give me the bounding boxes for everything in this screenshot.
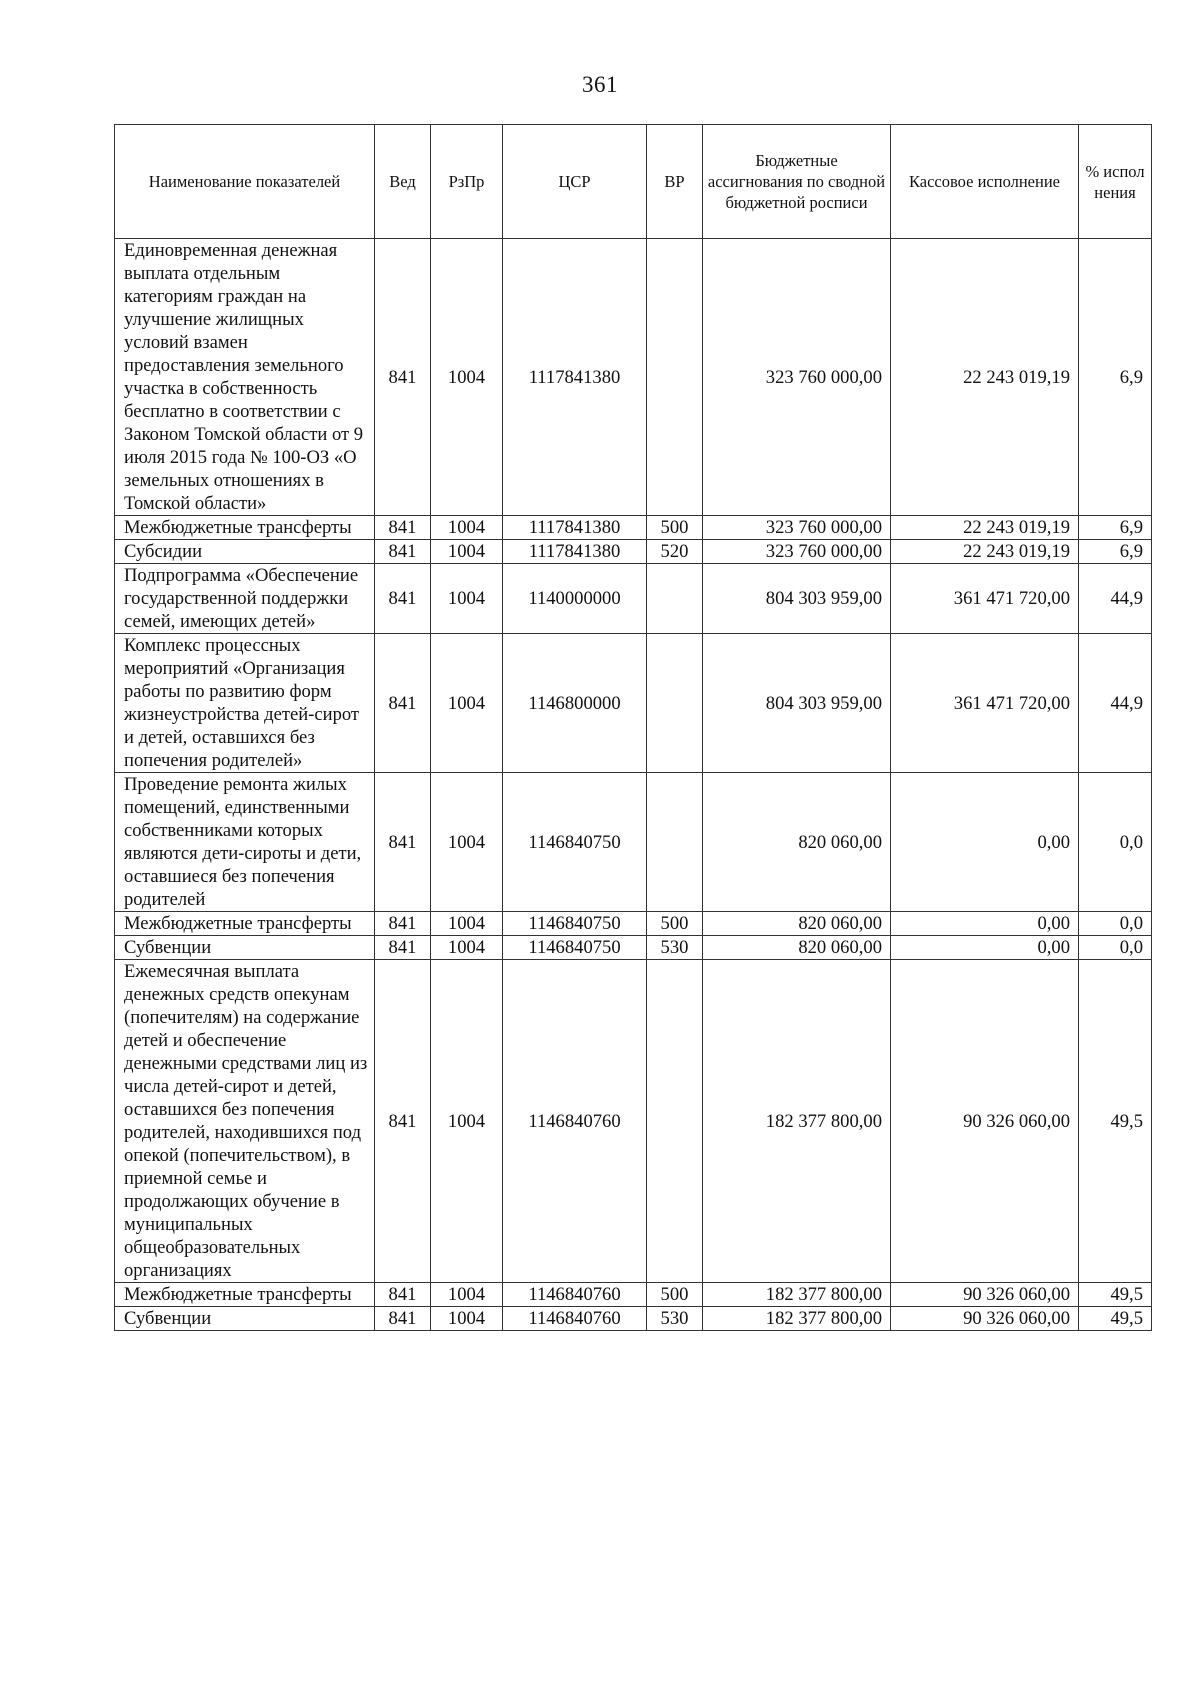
cell-rzpr: 1004 [431,773,503,912]
cell-csr: 1117841380 [503,239,647,516]
cell-cash: 0,00 [891,912,1079,936]
cell-rzpr: 1004 [431,516,503,540]
cell-name: Межбюджетные трансферты [115,912,375,936]
cell-csr: 1146800000 [503,634,647,773]
table-row [115,912,1152,936]
cell-percent: 0,0 [1079,936,1152,960]
header-csr: ЦСР [503,125,647,239]
cell-ved: 841 [375,1283,431,1307]
cell-assigned: 323 760 000,00 [703,516,891,540]
cell-vr [647,564,703,634]
cell-percent: 49,5 [1079,960,1152,1283]
header-cash: Кассовое исполнение [891,125,1079,239]
cell-vr: 500 [647,1283,703,1307]
cell-percent: 49,5 [1079,1307,1152,1331]
cell-csr: 1146840750 [503,773,647,912]
cell-assigned: 820 060,00 [703,773,891,912]
cell-assigned: 182 377 800,00 [703,1283,891,1307]
cell-assigned: 182 377 800,00 [703,960,891,1283]
cell-assigned: 323 760 000,00 [703,540,891,564]
budget-table [114,124,1152,1331]
cell-vr: 530 [647,936,703,960]
cell-percent: 0,0 [1079,912,1152,936]
cell-name: Комплекс процессных мероприятий «Организация работы по развитию форм жизнеустройства детей-сирот и детей, оставшихся без попечения родителей» [115,634,375,773]
cell-cash: 22 243 019,19 [891,540,1079,564]
cell-name: Проведение ремонта жилых помещений, единственными собственниками которых являются дети-сироты и дети, оставшиеся без попечения родителей [115,773,375,912]
cell-rzpr: 1004 [431,564,503,634]
cell-name: Единовременная денежная выплата отдельным категориям граждан на улучшение жилищных условий взамен предоставления земельного участка в собственность бесплатно в соответствии с Законом Томской области от 9 июля 2015 года № 100-ОЗ «О земельных отношениях в Томской области» [115,239,375,516]
cell-cash: 22 243 019,19 [891,516,1079,540]
cell-csr: 1146840750 [503,936,647,960]
cell-percent: 0,0 [1079,773,1152,912]
cell-assigned: 804 303 959,00 [703,564,891,634]
cell-percent: 6,9 [1079,239,1152,516]
cell-rzpr: 1004 [431,1307,503,1331]
cell-ved: 841 [375,634,431,773]
cell-vr: 520 [647,540,703,564]
cell-percent: 44,9 [1079,634,1152,773]
cell-percent: 6,9 [1079,516,1152,540]
cell-csr: 1117841380 [503,540,647,564]
cell-vr: 500 [647,912,703,936]
cell-percent: 6,9 [1079,540,1152,564]
cell-cash: 90 326 060,00 [891,1283,1079,1307]
cell-ved: 841 [375,540,431,564]
cell-rzpr: 1004 [431,960,503,1283]
cell-assigned: 820 060,00 [703,936,891,960]
cell-cash: 22 243 019,19 [891,239,1079,516]
cell-ved: 841 [375,516,431,540]
cell-name: Субвенции [115,1307,375,1331]
table-row [115,564,1152,634]
cell-name: Подпрограмма «Обеспечение государственной поддержки семей, имеющих детей» [115,564,375,634]
cell-rzpr: 1004 [431,912,503,936]
cell-rzpr: 1004 [431,936,503,960]
table-row [115,936,1152,960]
table-row [115,1283,1152,1307]
cell-ved: 841 [375,239,431,516]
header-ved: Вед [375,125,431,239]
cell-ved: 841 [375,773,431,912]
header-assigned: Бюджетные ассигнования по сводной бюджетной росписи [703,125,891,239]
cell-rzpr: 1004 [431,1283,503,1307]
cell-cash: 90 326 060,00 [891,960,1079,1283]
cell-cash: 0,00 [891,936,1079,960]
cell-csr: 1146840750 [503,912,647,936]
table-row [115,516,1152,540]
table-row [115,773,1152,912]
cell-rzpr: 1004 [431,540,503,564]
table-header-row [115,125,1152,239]
cell-vr [647,960,703,1283]
header-percent: % испол нения [1079,125,1152,239]
cell-name: Межбюджетные трансферты [115,1283,375,1307]
cell-vr: 530 [647,1307,703,1331]
cell-assigned: 323 760 000,00 [703,239,891,516]
cell-ved: 841 [375,936,431,960]
table-row [115,634,1152,773]
cell-name: Ежемесячная выплата денежных средств опекунам (попечителям) на содержание детей и обеспечение денежными средствами лиц из числа детей-сирот и детей, оставшихся без попечения родителей, находившихся под опекой (попечительством), в приемной семье и продолжающих обучение в муниципальных общеобразовательных организациях [115,960,375,1283]
table-row [115,1307,1152,1331]
cell-percent: 44,9 [1079,564,1152,634]
header-rzpr: РзПр [431,125,503,239]
cell-assigned: 804 303 959,00 [703,634,891,773]
cell-vr [647,634,703,773]
cell-name: Субсидии [115,540,375,564]
cell-ved: 841 [375,960,431,1283]
cell-name: Субвенции [115,936,375,960]
page-number: 361 [582,72,618,97]
cell-vr [647,239,703,516]
cell-csr: 1146840760 [503,1307,647,1331]
cell-cash: 0,00 [891,773,1079,912]
table-row [115,239,1152,516]
cell-vr: 500 [647,516,703,540]
cell-name: Межбюджетные трансферты [115,516,375,540]
table-body [115,239,1152,1331]
cell-percent: 49,5 [1079,1283,1152,1307]
cell-ved: 841 [375,912,431,936]
cell-ved: 841 [375,564,431,634]
cell-cash: 90 326 060,00 [891,1307,1079,1331]
header-vr: ВР [647,125,703,239]
cell-csr: 1146840760 [503,960,647,1283]
cell-cash: 361 471 720,00 [891,634,1079,773]
header-name: Наименование показателей [115,125,375,239]
cell-rzpr: 1004 [431,239,503,516]
cell-assigned: 182 377 800,00 [703,1307,891,1331]
cell-ved: 841 [375,1307,431,1331]
cell-rzpr: 1004 [431,634,503,773]
table-row [115,540,1152,564]
table-row [115,960,1152,1283]
cell-csr: 1140000000 [503,564,647,634]
cell-csr: 1146840760 [503,1283,647,1307]
cell-csr: 1117841380 [503,516,647,540]
cell-assigned: 820 060,00 [703,912,891,936]
cell-cash: 361 471 720,00 [891,564,1079,634]
cell-vr [647,773,703,912]
